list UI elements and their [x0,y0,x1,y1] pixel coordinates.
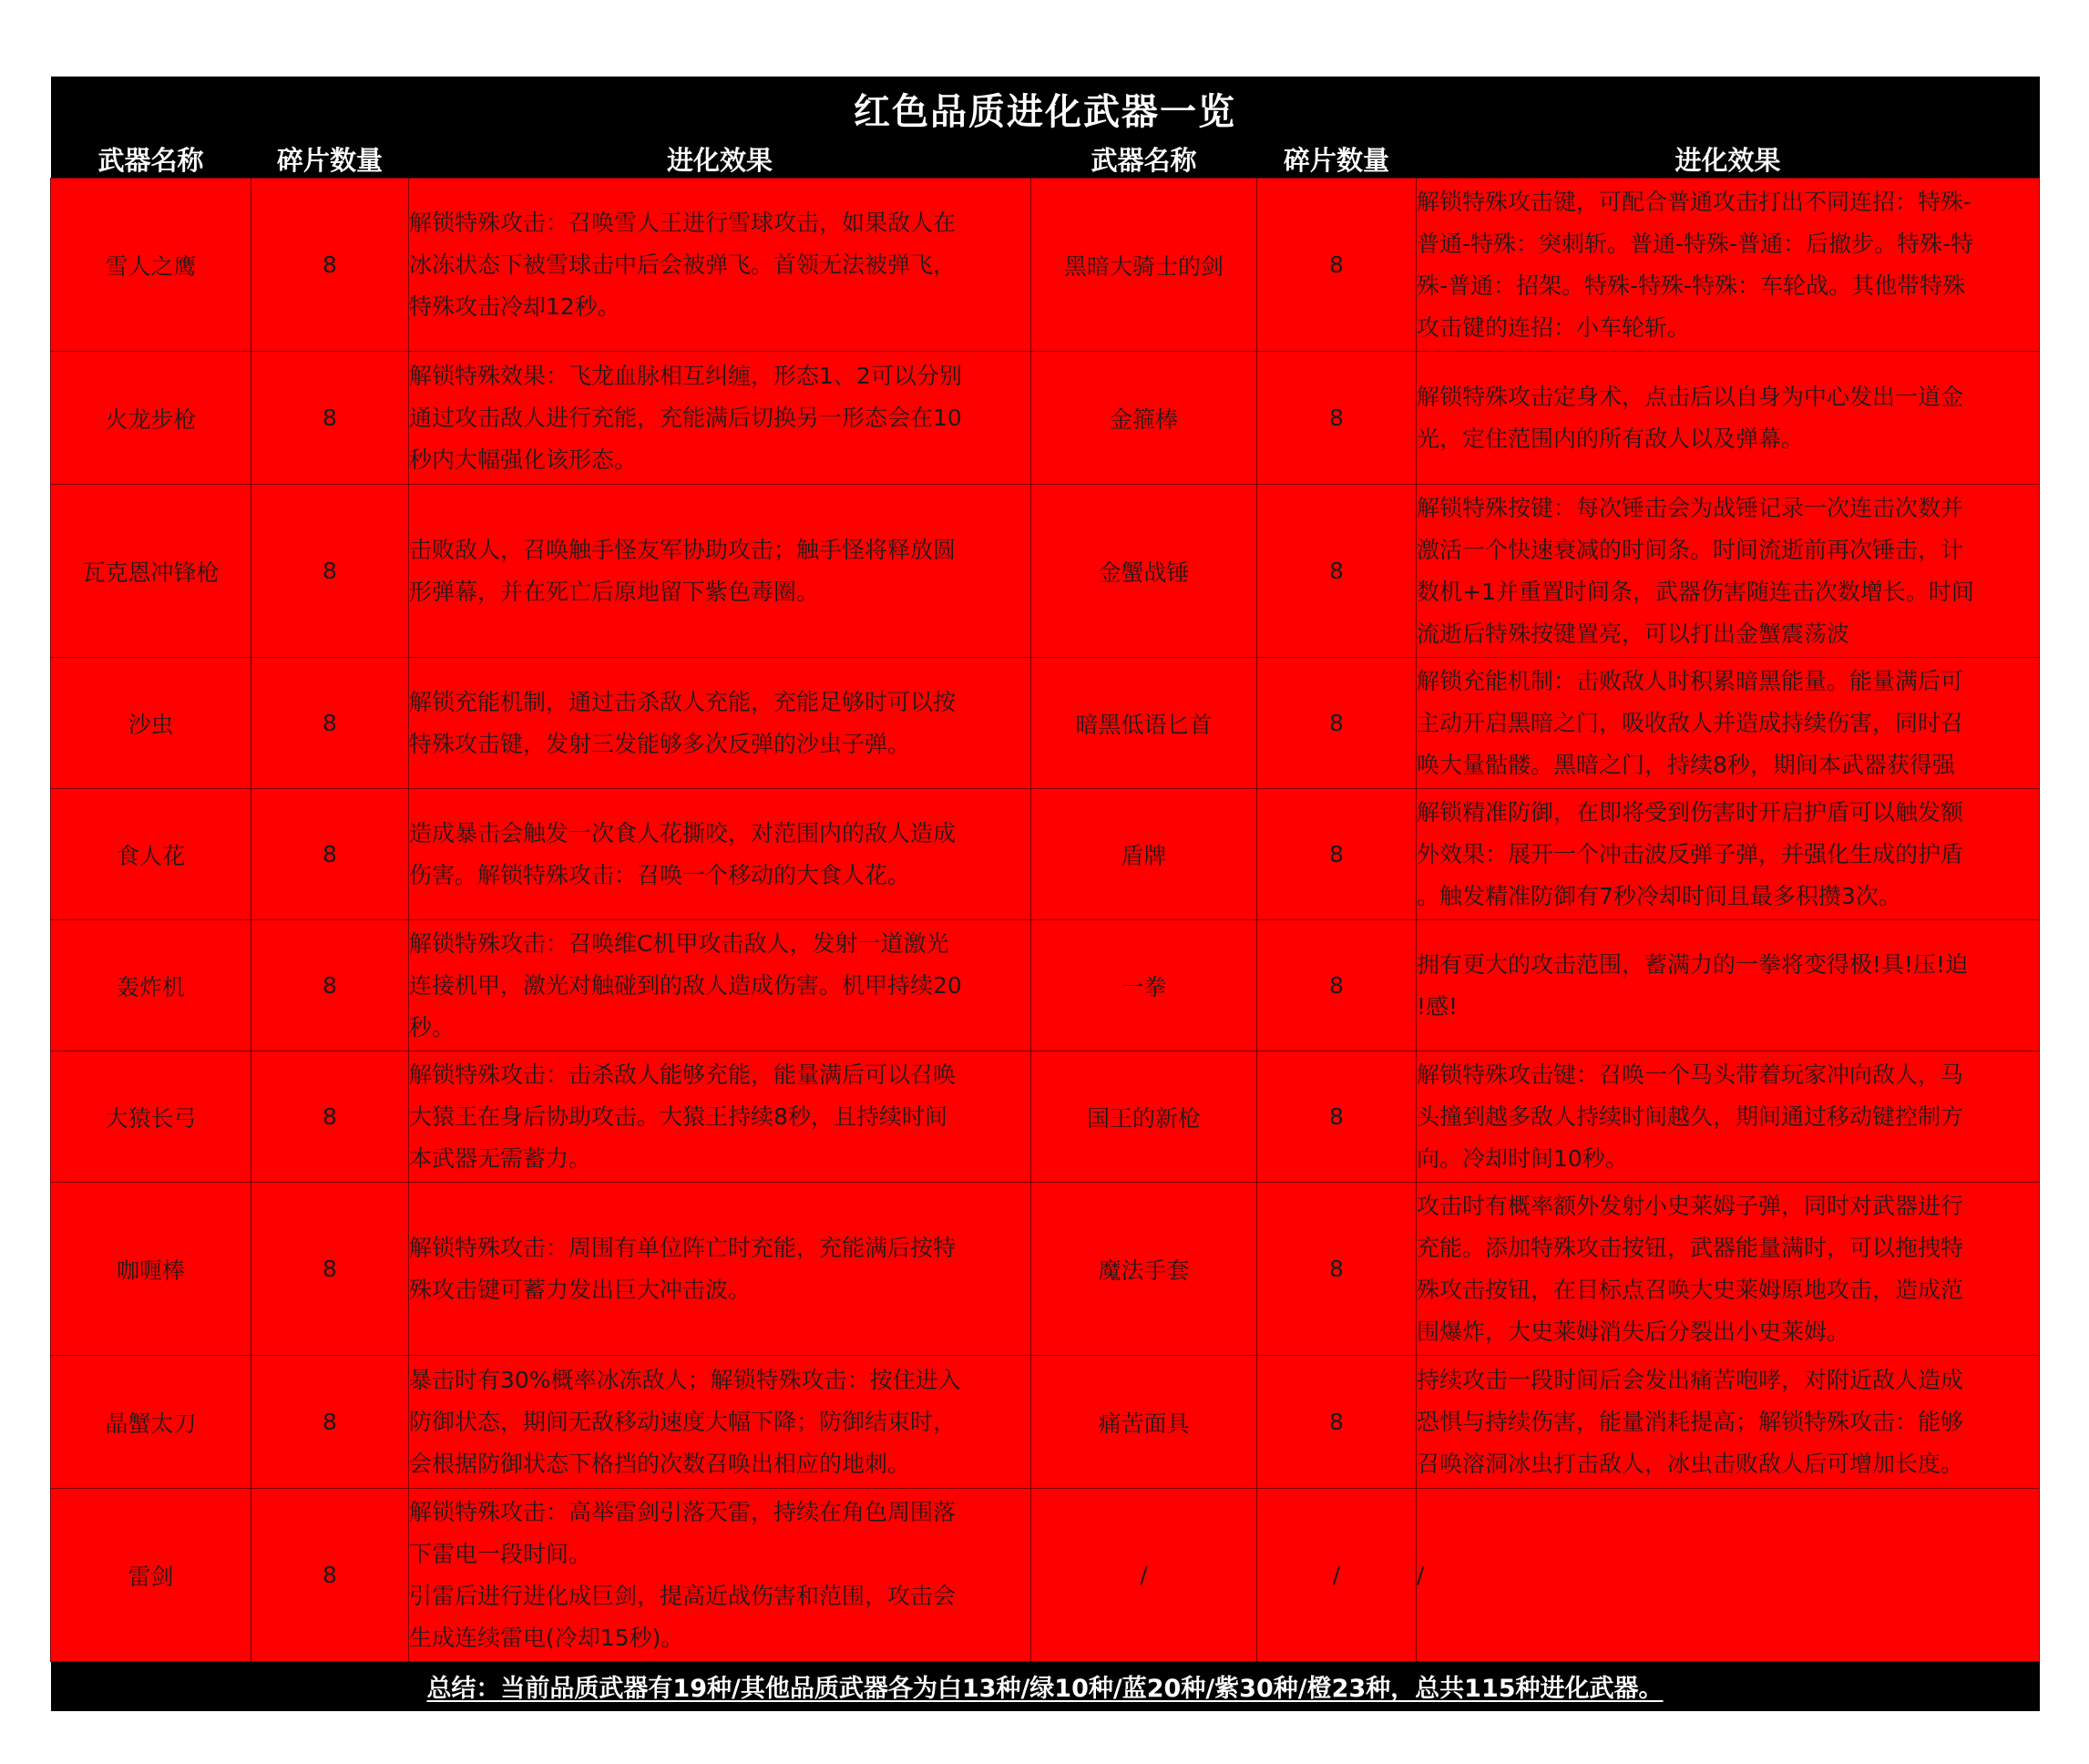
effect-line: 普通-特殊：突刺斩。普通-特殊-普通：后撤步。特殊-特 [1417,230,1974,257]
table-row [51,179,2040,352]
fragment-count-left: 8 [251,1356,409,1489]
effect-line: 下雷电一段时间。 [409,1540,592,1567]
weapon-name-left: 瓦克恩冲锋枪 [51,485,251,658]
effect-line: 通过攻击敌人进行充能，充能满后切换另一形态会在10 [409,404,962,431]
effect-line: 解锁特殊攻击键，可配合普通攻击打出不同连招：特殊- [1417,188,1972,215]
table-row [51,1489,2040,1662]
effect-line: 本武器无需蓄力。 [409,1144,592,1172]
weapon-name-right: 盾牌 [1031,789,1257,920]
effect-line: 。触发精准防御有7秒冷却时间且最多积攒3次。 [1417,882,1901,909]
col-header-weapon-name-right: 武器名称 [1031,140,1257,179]
effect-line: 解锁特殊攻击：击杀敌人能够充能，能量满后可以召唤 [409,1061,957,1088]
col-header-evolution-effect-right: 进化效果 [1417,140,2040,179]
weapon-name-right: 金蟹战锤 [1031,485,1257,658]
table-body [51,179,2040,1662]
effect-line: 伤害。解锁特殊攻击：召唤一个移动的大食人花。 [409,861,911,888]
effect-line: 光，定住范围内的所有敌人以及弹幕。 [1417,425,1805,452]
effect-line: 解锁特殊攻击：召唤雪人王进行雪球攻击，如果敌人在 [409,209,957,236]
effect-line: 充能。添加特殊攻击按钮，武器能量满时，可以拖拽特 [1417,1234,1964,1261]
effect-line: 冰冻状态下被雪球击中后会被弹飞。首领无法被弹飞， [409,251,957,278]
fragment-count-right: 8 [1257,658,1417,789]
weapon-name-left: 沙虫 [51,658,251,789]
evolution-effect-right [1417,1183,2040,1356]
fragment-count-right: 8 [1257,179,1417,352]
evolution-effect-right [1417,658,2040,789]
effect-line: 击败敌人，召唤触手怪友军协助攻击；触手怪将释放圆 [409,536,957,563]
weapon-name-left: 雷剑 [51,1489,251,1662]
fragment-count-left: 8 [251,1183,409,1356]
effect-line: 暴击时有30%概率冰冻敌人；解锁特殊攻击：按住进入 [409,1366,961,1393]
effect-line: 向。冷却时间10秒。 [1417,1144,1628,1172]
effect-line: 造成暴击会触发一次食人花撕咬，对范围内的敌人造成 [409,819,957,846]
evolution-effect-right [1417,1489,2040,1662]
effect-line: 会根据防御状态下格挡的次数召唤出相应的地刺。 [409,1450,911,1477]
weapon-table [50,77,2040,1711]
effect-line: 流逝后特殊按键置亮，可以打出金蟹震荡波 [1417,620,1850,647]
fragment-count-right: 8 [1257,352,1417,485]
effect-line: 引雷后进行进化成巨剑，提高近战伤害和范围，攻击会 [409,1582,957,1609]
effect-line: 特殊攻击键，发射三发能够多次反弹的沙虫子弹。 [409,730,911,757]
weapon-name-left: 食人花 [51,789,251,920]
effect-line: 数机+1并重置时间条，武器伤害随连击次数增长。时间 [1417,578,1974,605]
table-row [51,1356,2040,1489]
evolution-effect-left [409,1489,1031,1662]
evolution-effect-left [409,658,1031,789]
fragment-count-right: 8 [1257,789,1417,920]
evolution-effect-right [1417,179,2040,352]
fragment-count-right: 8 [1257,920,1417,1051]
weapon-name-right: 国王的新枪 [1031,1051,1257,1183]
effect-line: 解锁特殊攻击：高举雷剑引落天雷，持续在角色周围落 [409,1498,957,1525]
fragment-count-left: 8 [251,658,409,789]
effect-line: 殊攻击按钮，在目标点召唤大史莱姆原地攻击，造成范 [1417,1276,1964,1303]
evolution-effect-right [1417,920,2040,1051]
table-title: 红色品质进化武器一览 [51,77,2040,140]
fragment-count-right: 8 [1257,1051,1417,1183]
weapon-name-right: 黑暗大骑士的剑 [1031,179,1257,352]
effect-line: 解锁精准防御，在即将受到伤害时开启护盾可以触发额 [1417,798,1964,826]
weapon-name-left: 大猿长弓 [51,1051,251,1183]
effect-line: 唤大量骷髅。黑暗之门，持续8秒，期间本武器获得强 [1417,751,1955,778]
effect-line: 特殊攻击冷却12秒。 [409,292,620,320]
weapon-name-right: 金箍棒 [1031,352,1257,485]
effect-line: 攻击键的连招：小车轮斩。 [1417,313,1691,341]
col-header-fragment-count-left: 碎片数量 [251,140,409,179]
table-row [51,1183,2040,1356]
column-header-row [51,140,2040,179]
evolution-effect-left [409,352,1031,485]
table-row [51,1051,2040,1183]
effect-line: 恐惧与持续伤害，能量消耗提高；解锁特殊攻击：能够 [1417,1408,1964,1435]
fragment-count-left: 8 [251,920,409,1051]
evolution-effect-right [1417,1356,2040,1489]
fragment-count-right: 8 [1257,1356,1417,1489]
evolution-effect-left [409,179,1031,352]
evolution-effect-left [409,1051,1031,1183]
evolution-effect-right [1417,789,2040,920]
table-row [51,485,2040,658]
table-row [51,920,2040,1051]
effect-line: 生成连续雷电(冷却15秒)。 [409,1624,684,1651]
effect-line: 头撞到越多敌人持续时间越久，期间通过移动键控制方 [1417,1102,1964,1130]
effect-line: 激活一个快速衰减的时间条。时间流逝前再次锤击，计 [1417,536,1964,563]
table-row [51,658,2040,789]
effect-line: 外效果：展开一个冲击波反弹子弹，并强化生成的护盾 [1417,840,1964,867]
effect-line: 持续攻击一段时间后会发出痛苦咆哮，对附近敌人造成 [1417,1366,1964,1393]
effect-line: 殊攻击键可蓄力发出巨大冲击波。 [409,1276,752,1303]
effect-line: 殊-普通：招架。特殊-特殊-特殊：车轮战。其他带特殊 [1417,272,1966,299]
effect-line: 秒。 [409,1013,456,1041]
weapon-name-left: 雪人之鹰 [51,179,251,352]
weapon-name-left: 晶蟹太刀 [51,1356,251,1489]
summary-text: 总结：当前品质武器有19种/其他品质武器各为白13种/绿10种/蓝20种/紫30种/橙23种，总共115种进化武器。 [426,1675,1664,1704]
effect-line: 解锁特殊按键：每次锤击会为战锤记录一次连击次数并 [1417,494,1964,521]
effect-line: 召唤溶洞冰虫打击敌人，冰虫击败敌人后可增加长度。 [1417,1450,1964,1477]
effect-line: 解锁充能机制，通过击杀敌人充能，充能足够时可以按 [409,688,957,715]
table-row [51,352,2040,485]
evolution-effect-right [1417,1051,2040,1183]
table-row [51,789,2040,920]
weapon-name-right: 一拳 [1031,920,1257,1051]
fragment-count-left: 8 [251,789,409,920]
weapon-name-right: 痛苦面具 [1031,1356,1257,1489]
effect-line: 拥有更大的攻击范围，蓄满力的一拳将变得极!具!压!迫 [1417,950,1969,978]
weapon-name-right: / [1031,1489,1257,1662]
evolution-effect-left [409,1356,1031,1489]
fragment-count-right: 8 [1257,1183,1417,1356]
effect-line: 大猿王在身后协助攻击。大猿王持续8秒，且持续时间 [409,1102,947,1130]
effect-line: 解锁特殊攻击：召唤维C机甲攻击敌人，发射一道激光 [409,929,949,957]
evolution-effect-right [1417,485,2040,658]
effect-line: 解锁特殊攻击键：召唤一个马头带着玩家冲向敌人，马 [1417,1061,1964,1088]
evolution-effect-left [409,1183,1031,1356]
effect-line: 解锁特殊效果：飞龙血脉相互纠缠，形态1、2可以分别 [409,362,962,389]
weapon-name-right: 暗黑低语匕首 [1031,658,1257,789]
effect-line: 攻击时有概率额外发射小史莱姆子弹，同时对武器进行 [1417,1192,1964,1219]
summary-footer [51,1662,2040,1711]
fragment-count-left: 8 [251,179,409,352]
weapon-name-left: 咖喱棒 [51,1183,251,1356]
fragment-count-left: 8 [251,1051,409,1183]
evolution-effect-left [409,485,1031,658]
effect-line: 解锁充能机制：击败敌人时积累暗黑能量。能量满后可 [1417,667,1964,694]
effect-line: 防御状态，期间无敌移动速度大幅下降；防御结束时， [409,1408,957,1435]
evolution-effect-left [409,789,1031,920]
weapon-name-left: 火龙步枪 [51,352,251,485]
col-header-weapon-name-left: 武器名称 [51,140,251,179]
effect-line: 解锁特殊攻击定身术，点击后以自身为中心发出一道金 [1417,383,1964,410]
effect-line: 主动开启黑暗之门，吸收敌人并造成持续伤害，同时召 [1417,709,1964,736]
evolution-effect-right [1417,352,2040,485]
effect-line: 秒内大幅强化该形态。 [409,446,638,473]
effect-line: 形弹幕，并在死亡后原地留下紫色毒圈。 [409,578,820,605]
fragment-count-right: 8 [1257,485,1417,658]
effect-line: !感! [1417,992,1459,1020]
col-header-evolution-effect-left: 进化效果 [409,140,1031,179]
fragment-count-right: / [1257,1489,1417,1662]
effect-line: / [1417,1561,1425,1588]
fragment-count-left: 8 [251,485,409,658]
col-header-fragment-count-right: 碎片数量 [1257,140,1417,179]
effect-line: 连接机甲，激光对触碰到的敌人造成伤害。机甲持续20 [409,971,962,999]
fragment-count-left: 8 [251,1489,409,1662]
effect-line: 围爆炸，大史莱姆消失后分裂出小史莱姆。 [1417,1318,1850,1345]
evolution-effect-left [409,920,1031,1051]
weapon-name-right: 魔法手套 [1031,1183,1257,1356]
weapon-name-left: 轰炸机 [51,920,251,1051]
effect-line: 解锁特殊攻击：周围有单位阵亡时充能，充能满后按特 [409,1234,957,1261]
fragment-count-left: 8 [251,352,409,485]
